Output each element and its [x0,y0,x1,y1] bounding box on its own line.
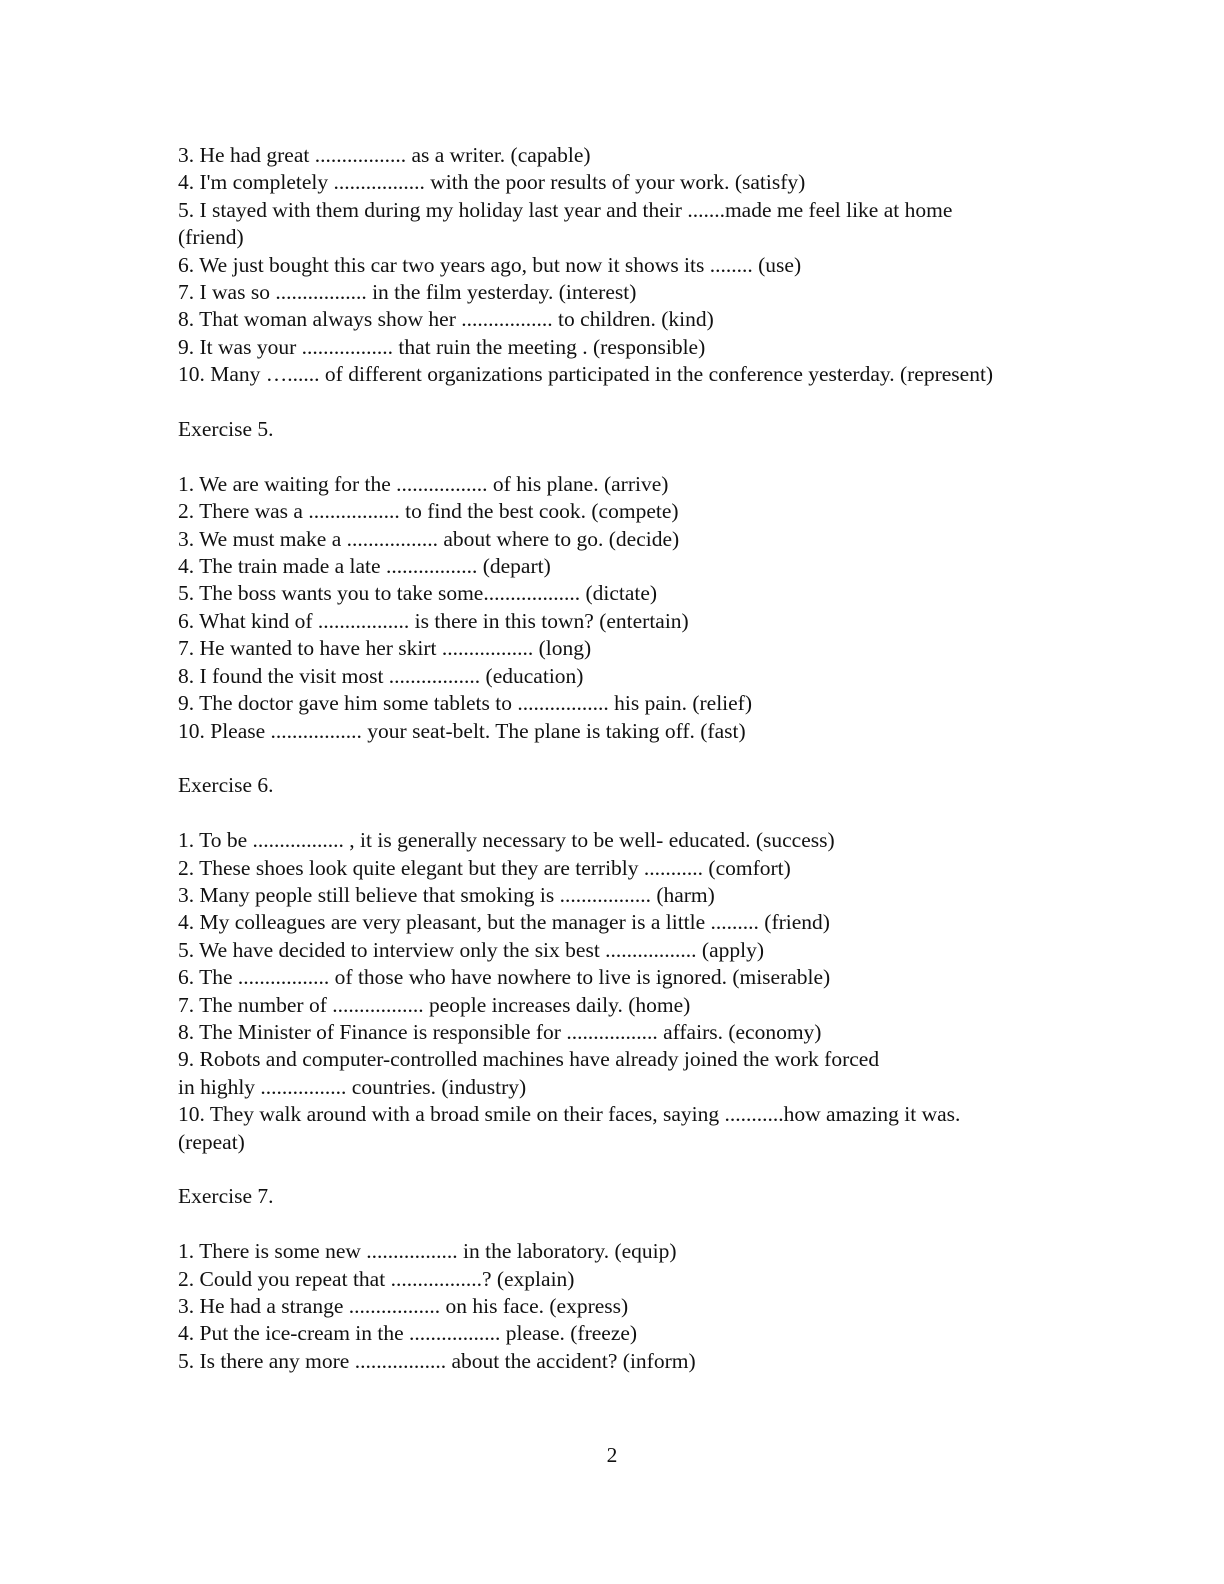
document-page [178,142,1008,1375]
exercise-item: 5. I stayed with them during my holiday last year and their .......made me feel like at home (friend) [178,197,953,250]
exercise-item: 1. We are waiting for the ................. of his plane. (arrive) [178,471,669,496]
exercise-item: 10. They walk around with a broad smile on their faces, saying ...........how amazing it was. (repeat) [178,1102,961,1154]
exercise-item: 8. I found the visit most ................. (education) [178,663,584,688]
exercise-item: 9. The doctor gave him some tablets to ................. his pain. (relief) [178,691,753,716]
exercise-item: 8. That woman always show her ................. to children. (kind) [178,307,714,332]
exercise-item: 5. Is there any more ................. about the accident? (inform) [178,1348,696,1373]
exercise-item: 3. He had great ................. as a writer. (capable) [178,143,591,167]
exercise-item: 10. Many …...... of different organizations participated in the conference yesterday. (represent) [178,362,994,387]
exercise-item: 2. There was a ................. to find the best cook. (compete) [178,499,679,524]
exercise-item: 3. We must make a ................. about where to go. (decide) [178,526,680,551]
exercise-item: 1. There is some new ................. in the laboratory. (equip) [178,1239,677,1264]
exercise-item: 2. Could you repeat that .................? (explain) [178,1266,575,1291]
exercise-item: 3. He had a strange ................. on his face. (express) [178,1293,629,1318]
exercise-item: 1. To be ................. , it is generally necessary to be well- educated. (success) [178,828,835,853]
exercise-5 [178,416,1008,745]
page-number: 2 [606,1443,618,1467]
exercise-item: 2. These shoes look quite elegant but they are terribly ........... (comfort) [178,855,791,880]
exercise-7 [178,1183,1008,1375]
exercise-item: 5. The boss wants you to take some.................. (dictate) [178,581,658,606]
exercise-item: 4. My colleagues are very pleasant, but the manager is a little ......... (friend) [178,910,830,935]
exercise-item: 4. I'm completely ................. with the poor results of your work. (satisfy) [178,170,806,195]
exercise-item: 7. I was so ................. in the film yesterday. (interest) [178,280,637,305]
exercise-item: 10. Please ................. your seat-belt. The plane is taking off. (fast) [178,718,746,743]
exercise-item: 9. It was your ................. that ruin the meeting . (responsible) [178,334,706,359]
exercise-item: 6. What kind of ................. is there in this town? (entertain) [178,608,689,633]
exercise-item: 9. Robots and computer-controlled machines have already joined the work forced in highly ................ countries. (industry) [178,1047,880,1099]
exercise-item: 4. The train made a late ................. (depart) [178,554,551,579]
exercise-item: 3. Many people still believe that smoking is ................. (harm) [178,882,715,907]
exercise-item: 5. We have decided to interview only the six best ................. (apply) [178,937,765,962]
exercise-6 [178,772,1008,1156]
exercise-item: 7. He wanted to have her skirt ................. (long) [178,636,592,661]
exercise-item: 4. Put the ice-cream in the ................. please. (freeze) [178,1321,638,1346]
exercise-heading: Exercise 7. [178,1184,274,1209]
exercise-heading: Exercise 6. [178,773,274,798]
exercise-item: 6. The ................. of those who have nowhere to live is ignored. (miserable) [178,965,831,990]
exercise-item: 6. We just bought this car two years ago, but now it shows its ........ (use) [178,252,802,277]
exercise-heading: Exercise 5. [178,417,274,442]
exercise-item: 8. The Minister of Finance is responsible for ................. affairs. (economy) [178,1019,822,1044]
exercise-4-continued [178,142,1008,389]
exercise-item: 7. The number of ................. people increases daily. (home) [178,992,691,1017]
